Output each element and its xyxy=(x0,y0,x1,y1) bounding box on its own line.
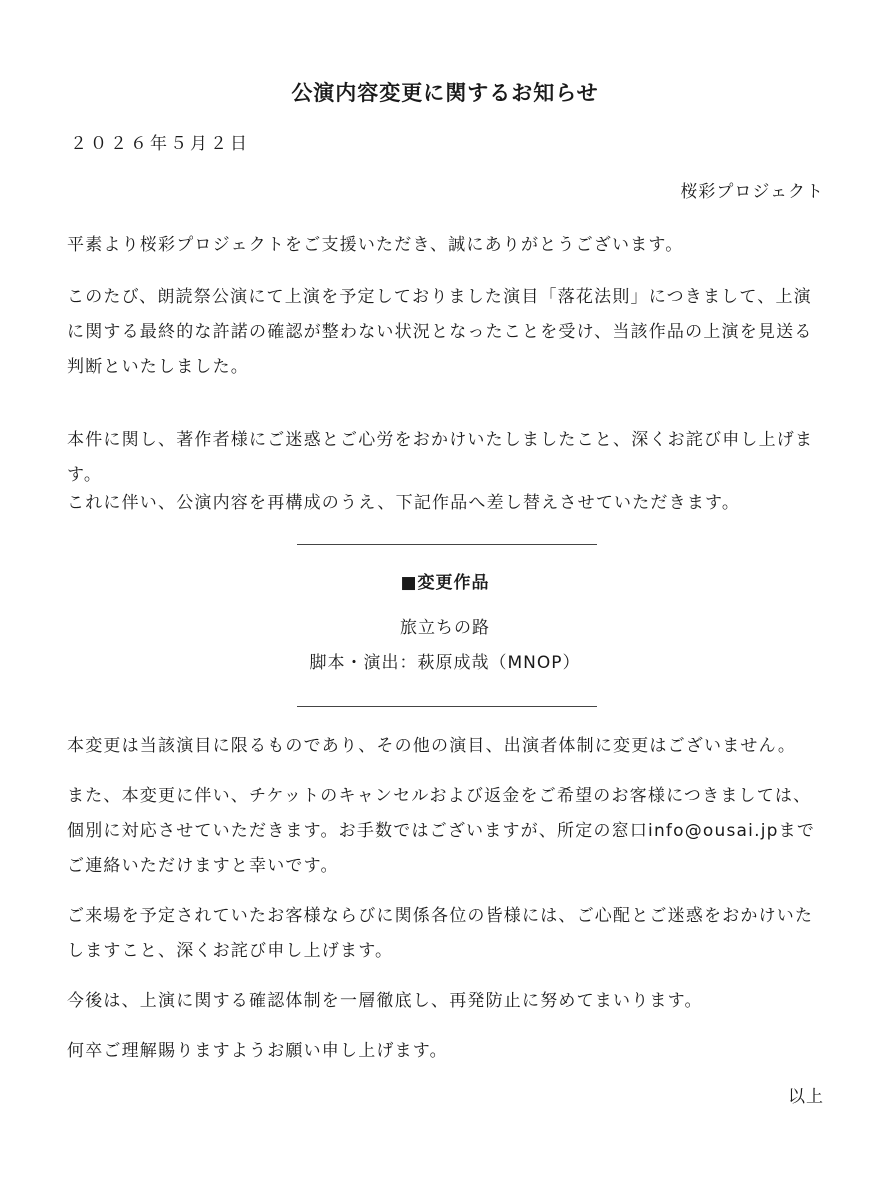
changed-work-title: 旅立ちの路 xyxy=(400,618,490,638)
closing-mark: 以上 xyxy=(788,1087,824,1107)
divider-top xyxy=(297,544,597,545)
scope-paragraph: 本変更は当該演目に限るものであり、その他の演目、出演者体制に変更はございません。 xyxy=(67,736,797,756)
request-paragraph: 何卒ご理解賜りますようお願い申し上げます。 xyxy=(67,1041,448,1061)
prevention-paragraph: 今後は、上演に関する確認体制を一層徹底し、再発防止に努めてまいります。 xyxy=(67,991,703,1011)
announcement-paragraph: このたび、朗読祭公演にて上演を予定しておりました演目「落花法則」につきまして、上演に関する最終的な許諾の確認が整わない状況となったことを受け、当該作品の上演を見送る判断といたしました。 xyxy=(67,287,813,377)
issuer-name: 桜彩プロジェクト xyxy=(680,182,824,202)
divider-bottom xyxy=(297,706,597,707)
notice-title: 公演内容変更に関するお知らせ xyxy=(291,81,599,105)
apology-paragraph: 本件に関し、著作者様にご迷惑とご心労をおかけいたしましたこと、深くお詫び申し上げます。 xyxy=(67,430,814,485)
refund-paragraph: また、本変更に伴い、チケットのキャンセルおよび返金をご希望のお客様につきましては、個別に対応させていただきます。お手数ではございますが、所定の窓口info@ousai.jpまでご連絡いただけますと幸いです。 xyxy=(67,786,816,876)
changed-work-heading: ■変更作品 xyxy=(400,573,490,593)
notice-date: ２０２６年５月２日 xyxy=(70,134,250,154)
replacement-paragraph: これに伴い、公演内容を再構成のうえ、下記作品へ差し替えさせていただきます。 xyxy=(67,493,741,513)
apology-to-guests-paragraph: ご来場を予定されていたお客様ならびに関係各位の皆様には、ご心配とご迷惑をおかけいたしますこと、深くお詫び申し上げます。 xyxy=(67,906,814,961)
greeting-paragraph: 平素より桜彩プロジェクトをご支援いただき、誠にありがとうございます。 xyxy=(67,235,684,255)
changed-work-credit: 脚本・演出：萩原成哉（MNOP） xyxy=(309,653,581,673)
